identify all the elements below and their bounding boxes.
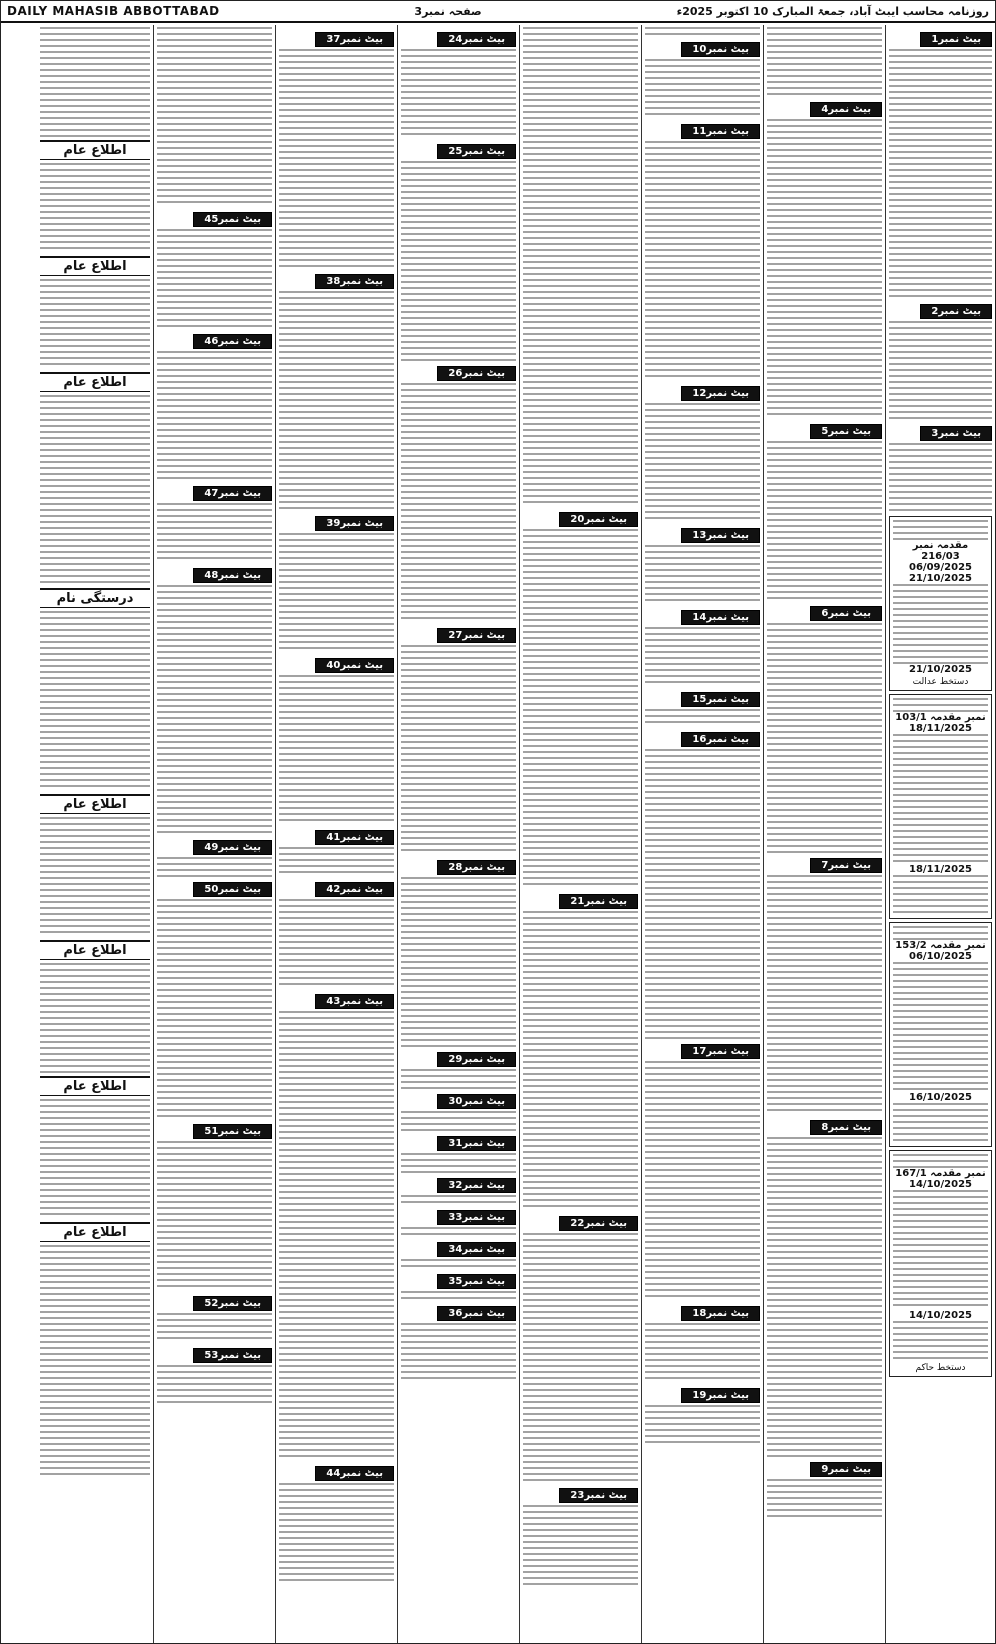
notice-header: بیٹ نمبر27	[437, 628, 516, 643]
notice-header: بیٹ نمبر18	[681, 1306, 760, 1321]
hearing-date: 06/10/2025	[909, 951, 972, 962]
notice-header: بیٹ نمبر26	[437, 366, 516, 381]
masthead	[1, 1, 995, 23]
columns	[1, 25, 995, 1643]
announcement-title: اطلاع عام	[40, 1222, 150, 1242]
notice-header: بیٹ نمبر44	[315, 1466, 394, 1481]
notice-header: بیٹ نمبر36	[437, 1306, 516, 1321]
notice-header: بیٹ نمبر15	[681, 692, 760, 707]
notice-column	[519, 25, 641, 1643]
notice-header: بیٹ نمبر39	[315, 516, 394, 531]
notice-header: بیٹ نمبر25	[437, 144, 516, 159]
notice-header: بیٹ نمبر29	[437, 1052, 516, 1067]
notice-header: بیٹ نمبر35	[437, 1274, 516, 1289]
hearing-date: 16/10/2025	[909, 1092, 972, 1103]
case-number: مقدمہ نمبر 216/03	[912, 540, 969, 562]
announcement-title: درستگی نام	[40, 588, 150, 608]
hearing-date: 14/10/2025	[909, 1179, 972, 1190]
date-line: روزنامہ محاسب ایبٹ آباد، جمعۃ المبارک 10 اکتوبر 2025ء	[676, 4, 989, 18]
hearing-date: 18/11/2025	[909, 864, 972, 875]
notice-header: بیٹ نمبر52	[193, 1296, 272, 1311]
announcement-title: اطلاع عام	[40, 1076, 150, 1096]
announcement-title: اطلاع عام	[40, 140, 150, 160]
notice-header: بیٹ نمبر28	[437, 860, 516, 875]
court-signature: دستخط عدالت	[912, 677, 969, 687]
hearing-date: 06/09/2025	[909, 562, 972, 573]
notice-header: بیٹ نمبر24	[437, 32, 516, 47]
notice-header: بیٹ نمبر5	[810, 424, 882, 439]
notice-header: بیٹ نمبر6	[810, 606, 882, 621]
announcement-title: اطلاع عام	[40, 256, 150, 276]
notice-header: بیٹ نمبر46	[193, 334, 272, 349]
court-notice	[889, 1150, 992, 1377]
case-number: نمبر مقدمہ 153/2	[895, 940, 986, 951]
notice-header: بیٹ نمبر47	[193, 486, 272, 501]
notice-column	[275, 25, 397, 1643]
notice-header: بیٹ نمبر9	[810, 1462, 882, 1477]
page-number: صفحہ نمبر3	[414, 4, 482, 18]
notice-header: بیٹ نمبر38	[315, 274, 394, 289]
notice-text	[889, 321, 992, 421]
notice-header: بیٹ نمبر16	[681, 732, 760, 747]
notice-header: بیٹ نمبر49	[193, 840, 272, 855]
notice-header: بیٹ نمبر10	[681, 42, 760, 57]
notice-header: بیٹ نمبر41	[315, 830, 394, 845]
masthead-title: DAILY MAHASIB ABBOTTABAD	[7, 4, 220, 18]
notice-header: بیٹ نمبر23	[559, 1488, 638, 1503]
hearing-date: 14/10/2025	[909, 1310, 972, 1321]
notice-text	[889, 49, 992, 299]
announcement-title: اطلاع عام	[40, 794, 150, 814]
court-column	[885, 25, 995, 1643]
notice-header: بیٹ نمبر20	[559, 512, 638, 527]
announcement-title: اطلاع عام	[40, 940, 150, 960]
notice-header: بیٹ نمبر3	[920, 426, 992, 441]
notice-header: بیٹ نمبر30	[437, 1094, 516, 1109]
case-number: نمبر مقدمہ 167/1	[895, 1168, 986, 1179]
notice-header: بیٹ نمبر34	[437, 1242, 516, 1257]
notice-header: بیٹ نمبر4	[810, 102, 882, 117]
hearing-date: 21/10/2025	[909, 573, 972, 584]
notice-header: بیٹ نمبر37	[315, 32, 394, 47]
notice-header: بیٹ نمبر7	[810, 858, 882, 873]
announcement-column	[37, 25, 153, 1643]
announcement-title: اطلاع عام	[40, 372, 150, 392]
court-notice	[889, 922, 992, 1147]
notice-header: بیٹ نمبر1	[920, 32, 992, 47]
notice-column	[641, 25, 763, 1643]
notice-header: بیٹ نمبر8	[810, 1120, 882, 1135]
notice-header: بیٹ نمبر21	[559, 894, 638, 909]
notice-text	[889, 443, 992, 513]
notice-header: بیٹ نمبر51	[193, 1124, 272, 1139]
notice-header: بیٹ نمبر14	[681, 610, 760, 625]
notice-header: بیٹ نمبر40	[315, 658, 394, 673]
notice-header: بیٹ نمبر11	[681, 124, 760, 139]
court-notice	[889, 516, 992, 691]
notice-header: بیٹ نمبر48	[193, 568, 272, 583]
notice-header: بیٹ نمبر17	[681, 1044, 760, 1059]
notice-header: بیٹ نمبر13	[681, 528, 760, 543]
notice-header: بیٹ نمبر12	[681, 386, 760, 401]
notice-header: بیٹ نمبر33	[437, 1210, 516, 1225]
notice-header: بیٹ نمبر31	[437, 1136, 516, 1151]
notice-column	[397, 25, 519, 1643]
notice-header: بیٹ نمبر19	[681, 1388, 760, 1403]
notice-header: بیٹ نمبر50	[193, 882, 272, 897]
notice-header: بیٹ نمبر32	[437, 1178, 516, 1193]
notice-header: بیٹ نمبر53	[193, 1348, 272, 1363]
notice-column	[763, 25, 885, 1643]
notice-header: بیٹ نمبر45	[193, 212, 272, 227]
notice-header: بیٹ نمبر42	[315, 882, 394, 897]
case-number: نمبر مقدمہ 103/1	[895, 712, 986, 723]
hearing-date: 18/11/2025	[909, 723, 972, 734]
notice-header: بیٹ نمبر22	[559, 1216, 638, 1231]
notice-column	[153, 25, 275, 1643]
court-notice	[889, 694, 992, 919]
court-signature: دستخط حاکم	[915, 1363, 966, 1373]
hearing-date: 21/10/2025	[909, 664, 972, 675]
notice-header: بیٹ نمبر2	[920, 304, 992, 319]
notice-header: بیٹ نمبر43	[315, 994, 394, 1009]
